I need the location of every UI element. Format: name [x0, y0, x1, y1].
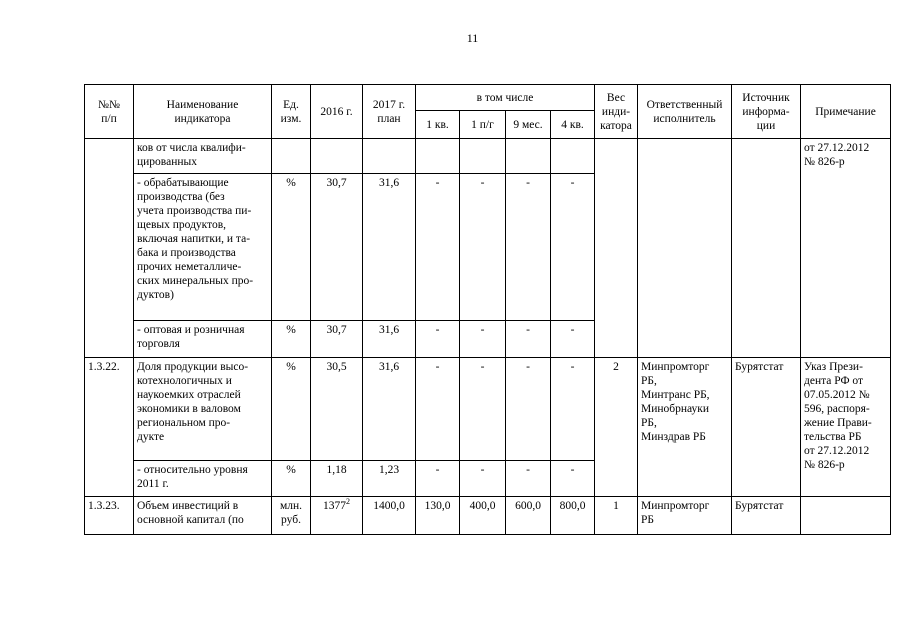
indicator-name: Объем инвестиций в основной капитал (по: [134, 497, 272, 535]
value-9m: -: [506, 321, 551, 358]
table-row: [85, 139, 891, 174]
value-q1: -: [416, 461, 460, 497]
unit-cell: млн. руб.: [272, 497, 311, 535]
value-2016: 30,7: [311, 174, 363, 321]
header-note: Примечание: [801, 85, 891, 139]
value-2016: [311, 497, 363, 535]
table-row: [85, 358, 891, 461]
value-9m: [506, 139, 551, 174]
indicator-name: - обрабатывающие производства (без учета производства пи- щевых продуктов, включая напитки, и та- бака и производства прочих неметалличе- ских минеральных про- дуктов): [134, 174, 272, 321]
weight-cell: [595, 139, 638, 358]
value-h1: 400,0: [460, 497, 506, 535]
executor-cell: Минпромторг РБ: [638, 497, 732, 535]
unit-cell: %: [272, 321, 311, 358]
value-9m: -: [506, 174, 551, 321]
header-executor: Ответственный исполнитель: [638, 85, 732, 139]
value-h1: -: [460, 461, 506, 497]
indicator-name: ков от числа квалифи- цированных: [134, 139, 272, 174]
source-cell: Бурятстат: [732, 358, 801, 497]
header-9m: 9 мес.: [506, 111, 551, 139]
header-2017: 2017 г. план: [363, 85, 416, 139]
value-q4: -: [551, 174, 595, 321]
row-num-cell: 1.3.23.: [85, 497, 134, 535]
unit-cell: %: [272, 174, 311, 321]
header-name: Наименование индикатора: [134, 85, 272, 139]
value-2016: 1,18: [311, 461, 363, 497]
value-2016: 30,7: [311, 321, 363, 358]
value-q4: 800,0: [551, 497, 595, 535]
value-q1: -: [416, 174, 460, 321]
value-q4: -: [551, 358, 595, 461]
value-9m: 600,0: [506, 497, 551, 535]
row-num-cell: 1.3.22.: [85, 358, 134, 497]
unit-cell: [272, 139, 311, 174]
value-2017: 1,23: [363, 461, 416, 497]
table-row: [85, 497, 891, 535]
note-cell: [801, 497, 891, 535]
value-2017: 31,6: [363, 358, 416, 461]
header-including: в том числе: [416, 85, 595, 111]
value-h1: -: [460, 358, 506, 461]
value-2017: 31,6: [363, 321, 416, 358]
indicator-name: - оптовая и розничная торговля: [134, 321, 272, 358]
value-h1: [460, 139, 506, 174]
weight-cell: 1: [595, 497, 638, 535]
header-2016: 2016 г.: [311, 85, 363, 139]
unit-cell: %: [272, 461, 311, 497]
header-num: №№ п/п: [85, 85, 134, 139]
page-number: 11: [466, 31, 479, 45]
value-q4: [551, 139, 595, 174]
value-2016: 30,5: [311, 358, 363, 461]
executor-cell: Минпромторг РБ, Минтранс РБ, Минобрнауки РБ, Минздрав РБ: [638, 358, 732, 497]
source-cell: [732, 139, 801, 358]
source-cell: Бурятстат: [732, 497, 801, 535]
indicators-table: [84, 84, 891, 535]
unit-cell: %: [272, 358, 311, 461]
header-q1: 1 кв.: [416, 111, 460, 139]
executor-cell: [638, 139, 732, 358]
value-9m: -: [506, 358, 551, 461]
value-q4: -: [551, 461, 595, 497]
value-2016: [311, 139, 363, 174]
footnote-mark: 2: [346, 497, 350, 507]
header-weight: Вес инди- катора: [595, 85, 638, 139]
indicator-name: Доля продукции высо- котехнологичных и наукоемких отраслей экономики в валовом региональном про- дукте: [134, 358, 272, 461]
value-2017: 1400,0: [363, 497, 416, 535]
value-q1: [416, 139, 460, 174]
value-q1: -: [416, 321, 460, 358]
row-num-cell: [85, 139, 134, 358]
value-2016-number: 1377: [323, 500, 346, 512]
value-2017: 31,6: [363, 174, 416, 321]
value-h1: -: [460, 174, 506, 321]
weight-cell: 2: [595, 358, 638, 497]
value-9m: -: [506, 461, 551, 497]
header-h1: 1 п/г: [460, 111, 506, 139]
value-q1: 130,0: [416, 497, 460, 535]
value-q4: -: [551, 321, 595, 358]
note-cell: от 27.12.2012 № 826-р: [801, 139, 891, 358]
header-q4: 4 кв.: [551, 111, 595, 139]
value-q1: -: [416, 358, 460, 461]
header-source: Источник информа- ции: [732, 85, 801, 139]
value-h1: -: [460, 321, 506, 358]
note-cell: Указ Прези- дента РФ от 07.05.2012 № 596, распоря- жение Прави- тельства РБ от 27.12.2012 № 826-р: [801, 358, 891, 497]
value-2017: [363, 139, 416, 174]
indicator-name: - относительно уровня 2011 г.: [134, 461, 272, 497]
header-unit: Ед. изм.: [272, 85, 311, 139]
